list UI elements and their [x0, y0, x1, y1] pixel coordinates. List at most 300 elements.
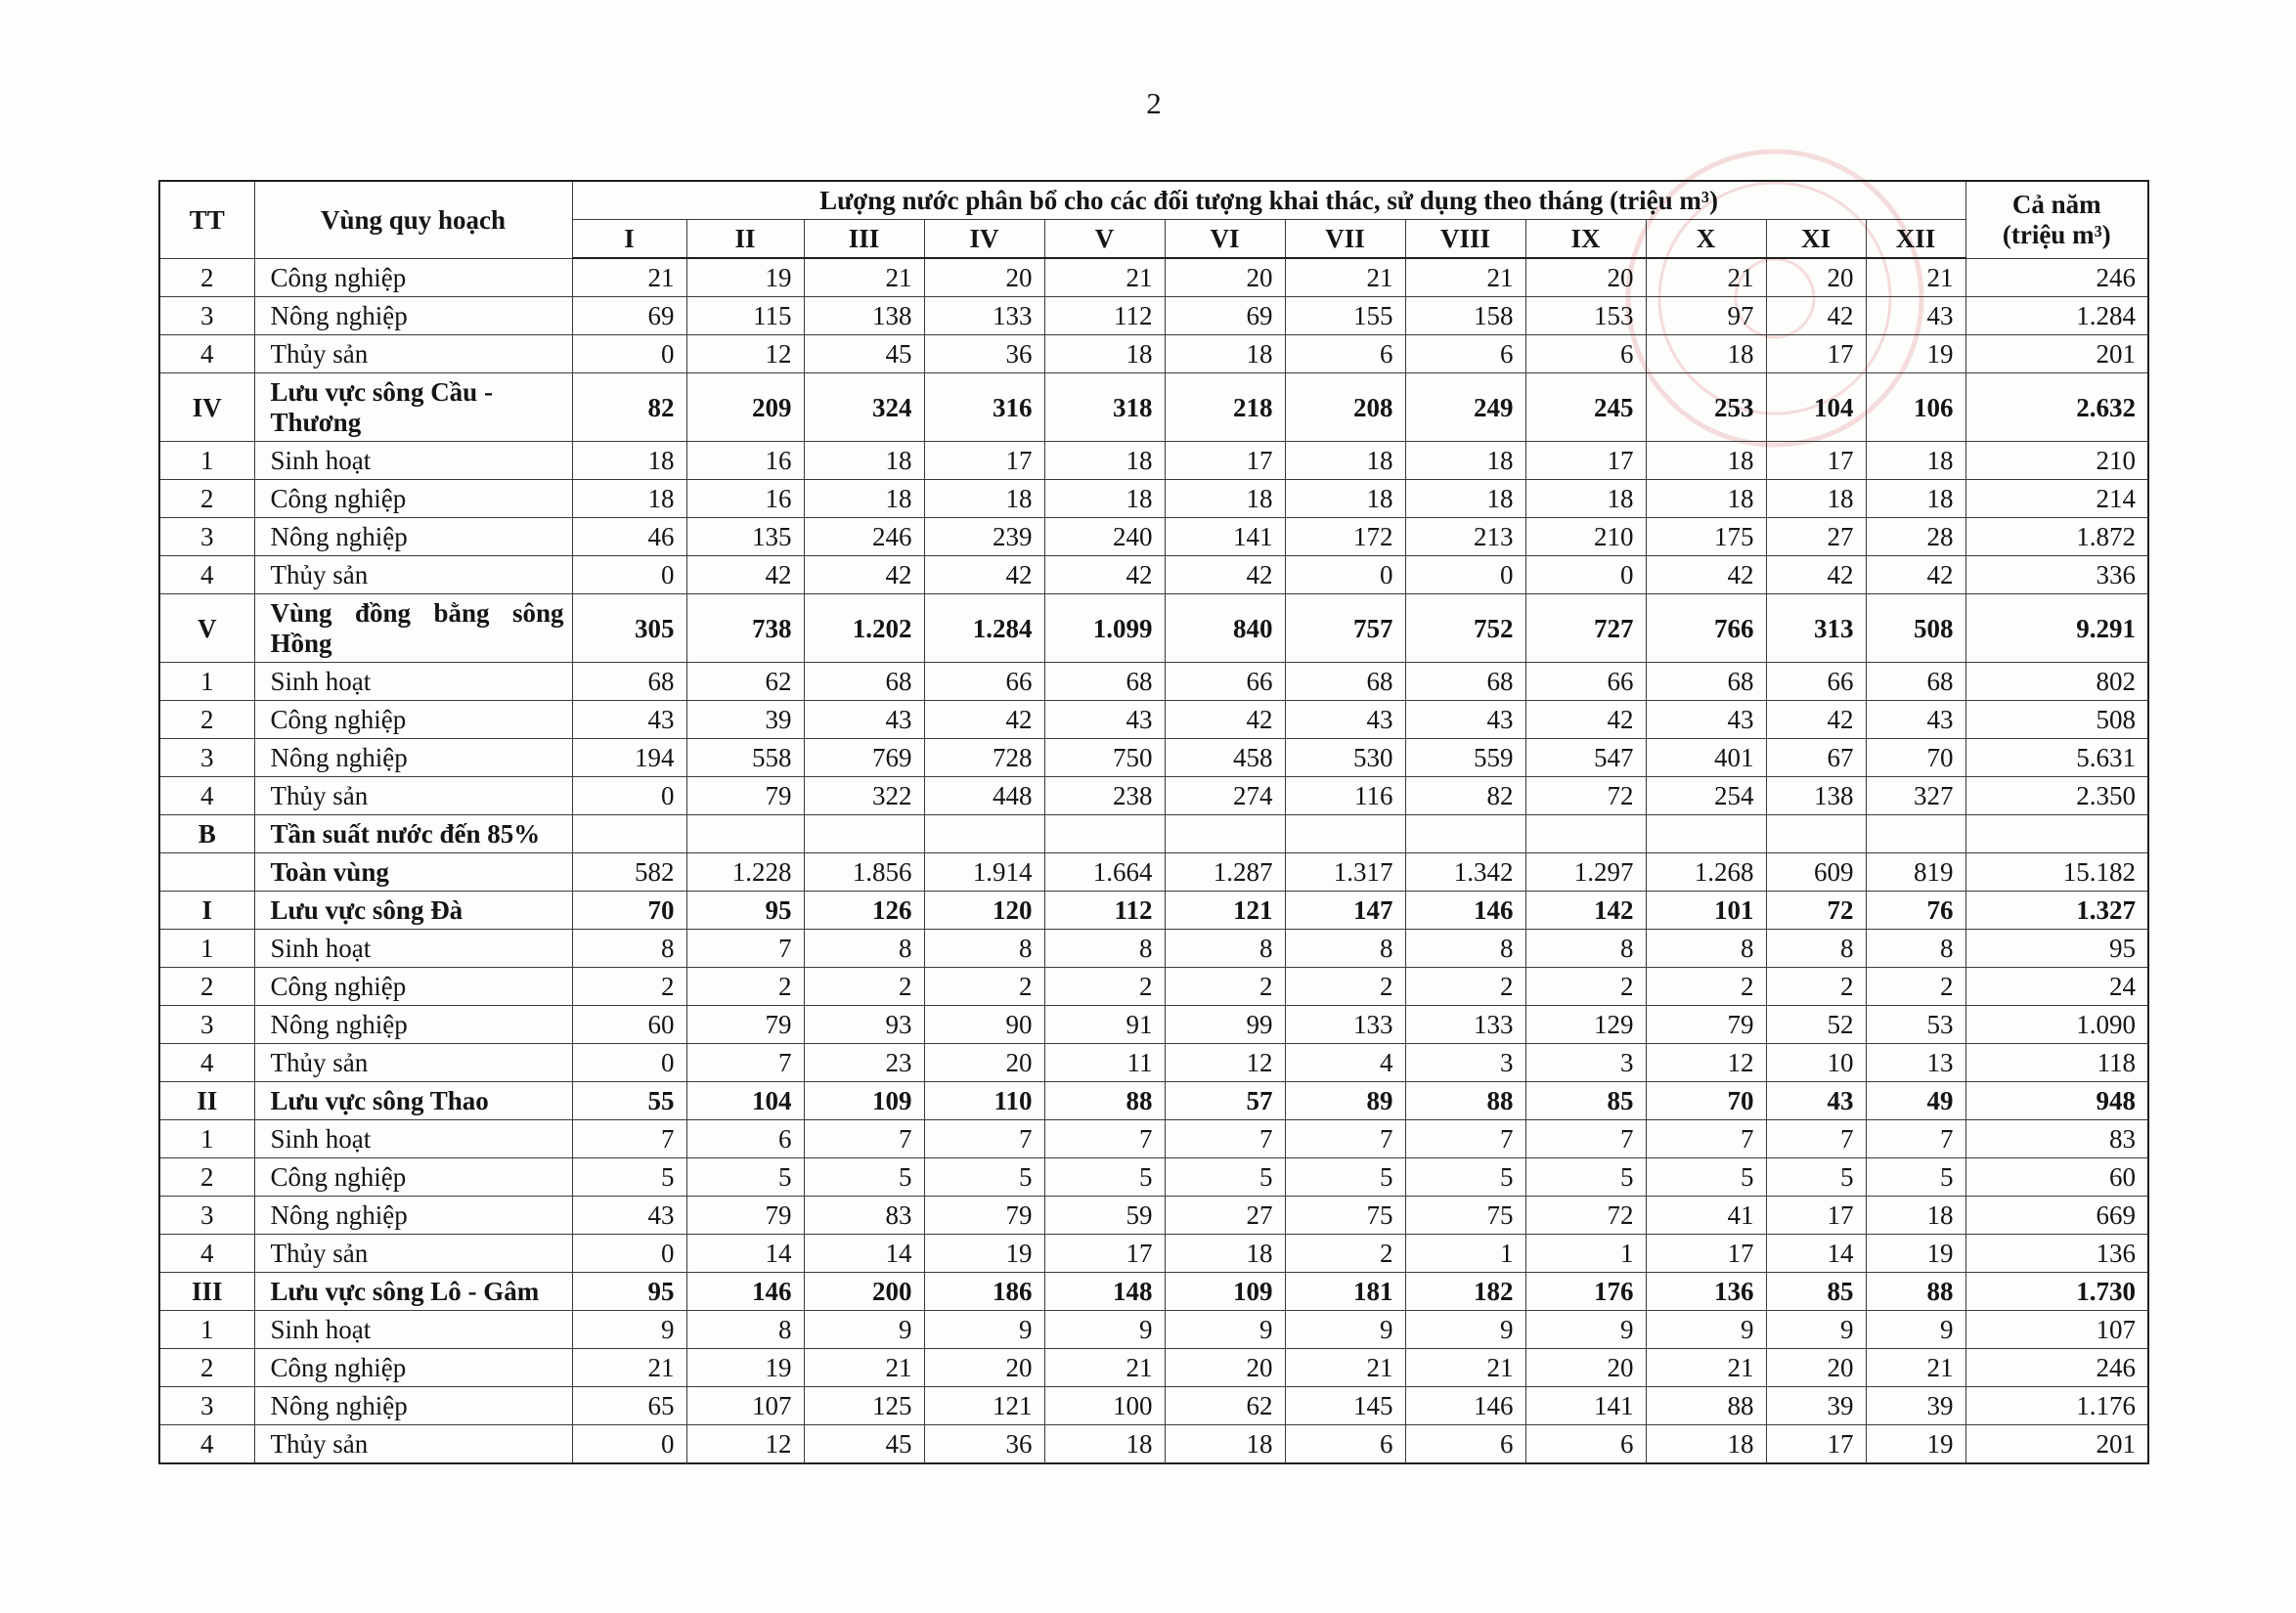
month-value-cell: 6 [1405, 1425, 1525, 1464]
month-value-cell: 6 [1405, 335, 1525, 373]
month-value-cell: 8 [1766, 930, 1866, 968]
month-value-cell: 18 [1165, 480, 1285, 518]
annual-header [1965, 181, 2148, 258]
table-row [159, 518, 2148, 556]
region-name-cell: Công nghiệp [254, 1349, 572, 1387]
month-value-cell: 68 [1866, 663, 1965, 701]
row-number-cell: 3 [159, 518, 254, 556]
month-value-cell: 27 [1165, 1197, 1285, 1235]
region-name-cell: Thủy sản [254, 1235, 572, 1273]
month-value-cell: 121 [924, 1387, 1044, 1425]
month-value-cell: 7 [1285, 1120, 1405, 1158]
month-value-cell: 238 [1044, 777, 1165, 815]
month-value-cell: 129 [1525, 1006, 1646, 1044]
month-value-cell: 141 [1525, 1387, 1646, 1425]
month-value-cell: 172 [1285, 518, 1405, 556]
row-number-cell: 3 [159, 1387, 254, 1425]
region-name-cell: Thủy sản [254, 1425, 572, 1464]
annual-total-cell: 60 [1965, 1158, 2148, 1197]
month-value-cell: 8 [1866, 930, 1965, 968]
month-value-cell: 318 [1044, 373, 1165, 442]
month-value-cell: 2 [1285, 968, 1405, 1006]
month-value-cell: 324 [804, 373, 924, 442]
month-value-cell: 401 [1646, 739, 1766, 777]
month-value-cell: 42 [1525, 701, 1646, 739]
month-value-cell: 18 [1766, 480, 1866, 518]
row-number-cell: 2 [159, 1349, 254, 1387]
annual-total-cell: 210 [1965, 442, 2148, 480]
month-value-cell: 9 [572, 1311, 686, 1349]
region-name-cell: Công nghiệp [254, 968, 572, 1006]
annual-total-cell: 1.176 [1965, 1387, 2148, 1425]
region-name-cell: Nông nghiệp [254, 739, 572, 777]
annual-total-cell: 214 [1965, 480, 2148, 518]
month-value-cell: 213 [1405, 518, 1525, 556]
month-value-cell: 6 [1525, 335, 1646, 373]
month-value-cell: 107 [686, 1387, 804, 1425]
row-number-cell: 4 [159, 1235, 254, 1273]
month-value-cell: 60 [572, 1006, 686, 1044]
month-value-cell: 239 [924, 518, 1044, 556]
month-value-cell: 85 [1525, 1082, 1646, 1120]
month-value-cell: 176 [1525, 1273, 1646, 1311]
tt-header: TT [159, 181, 254, 258]
month-value-cell: 8 [1165, 930, 1285, 968]
row-number-cell: II [159, 1082, 254, 1120]
month-value-cell: 186 [924, 1273, 1044, 1311]
annual-total-cell [1965, 815, 2148, 853]
table-row [159, 442, 2148, 480]
month-value-cell: 101 [1646, 892, 1766, 930]
month-value-cell: 53 [1866, 1006, 1965, 1044]
month-value-cell: 840 [1165, 594, 1285, 663]
month-value-cell: 79 [686, 1006, 804, 1044]
month-value-cell: 21 [1044, 1349, 1165, 1387]
month-value-cell: 6 [1285, 1425, 1405, 1464]
month-value-cell: 6 [686, 1120, 804, 1158]
month-value-cell: 138 [804, 297, 924, 335]
month-value-cell: 0 [572, 335, 686, 373]
table-row [159, 373, 2148, 442]
month-value-cell: 72 [1766, 892, 1866, 930]
region-name-cell: Lưu vực sông Cầu - Thương [254, 373, 572, 442]
month-value-cell: 20 [1525, 258, 1646, 297]
month-value-cell: 21 [1866, 1349, 1965, 1387]
month-value-cell: 7 [1044, 1120, 1165, 1158]
region-name-cell: Nông nghiệp [254, 297, 572, 335]
month-value-cell: 90 [924, 1006, 1044, 1044]
month-value-cell: 17 [924, 442, 1044, 480]
month-value-cell: 66 [1766, 663, 1866, 701]
month-value-cell [924, 815, 1044, 853]
month-value-cell: 6 [1525, 1425, 1646, 1464]
month-value-cell: 5 [1866, 1158, 1965, 1197]
table-row [159, 258, 2148, 297]
month-value-cell: 133 [1285, 1006, 1405, 1044]
table-row [159, 1311, 2148, 1349]
month-header: XII [1866, 220, 1965, 259]
month-value-cell: 18 [804, 442, 924, 480]
region-name-cell: Thủy sản [254, 777, 572, 815]
table-body [159, 258, 2148, 1463]
month-value-cell: 49 [1866, 1082, 1965, 1120]
month-header: VII [1285, 220, 1405, 259]
month-value-cell: 9 [1044, 1311, 1165, 1349]
month-value-cell: 141 [1165, 518, 1285, 556]
region-name-cell: Lưu vực sông Đà [254, 892, 572, 930]
month-value-cell: 70 [572, 892, 686, 930]
month-value-cell: 559 [1405, 739, 1525, 777]
month-value-cell: 1.284 [924, 594, 1044, 663]
month-value-cell: 7 [1646, 1120, 1766, 1158]
month-value-cell: 8 [1646, 930, 1766, 968]
month-value-cell: 2 [804, 968, 924, 1006]
month-value-cell: 136 [1646, 1273, 1766, 1311]
month-value-cell: 104 [686, 1082, 804, 1120]
month-value-cell: 508 [1866, 594, 1965, 663]
month-value-cell: 121 [1165, 892, 1285, 930]
annual-total-cell: 95 [1965, 930, 2148, 968]
month-value-cell: 2 [924, 968, 1044, 1006]
month-value-cell: 4 [1285, 1044, 1405, 1082]
month-value-cell: 18 [1165, 1425, 1285, 1464]
month-value-cell: 1.099 [1044, 594, 1165, 663]
table-row [159, 777, 2148, 815]
month-value-cell: 20 [1525, 1349, 1646, 1387]
month-value-cell: 609 [1766, 853, 1866, 892]
month-value-cell: 18 [1165, 335, 1285, 373]
month-value-cell: 210 [1525, 518, 1646, 556]
row-number-cell: 2 [159, 1158, 254, 1197]
month-value-cell: 7 [924, 1120, 1044, 1158]
region-name-cell: Nông nghiệp [254, 1197, 572, 1235]
row-number-cell: 4 [159, 1425, 254, 1464]
month-value-cell: 9 [1766, 1311, 1866, 1349]
month-value-cell: 5 [572, 1158, 686, 1197]
month-value-cell: 43 [1766, 1082, 1866, 1120]
table-row [159, 930, 2148, 968]
month-value-cell: 13 [1866, 1044, 1965, 1082]
month-value-cell: 126 [804, 892, 924, 930]
month-value-cell: 72 [1525, 1197, 1646, 1235]
month-value-cell: 18 [1285, 442, 1405, 480]
table-row [159, 1425, 2148, 1464]
month-value-cell: 52 [1766, 1006, 1866, 1044]
month-value-cell: 67 [1766, 739, 1866, 777]
month-value-cell: 146 [1405, 1387, 1525, 1425]
month-value-cell: 110 [924, 1082, 1044, 1120]
month-value-cell: 9 [1646, 1311, 1766, 1349]
month-value-cell [686, 815, 804, 853]
month-value-cell [1044, 815, 1165, 853]
month-value-cell: 2 [1525, 968, 1646, 1006]
month-value-cell: 42 [924, 701, 1044, 739]
month-value-cell: 55 [572, 1082, 686, 1120]
month-value-cell: 12 [1165, 1044, 1285, 1082]
month-value-cell [1525, 815, 1646, 853]
annual-total-cell: 136 [1965, 1235, 2148, 1273]
annual-total-cell: 1.730 [1965, 1273, 2148, 1311]
month-value-cell: 125 [804, 1387, 924, 1425]
month-value-cell: 42 [1766, 701, 1866, 739]
region-name-cell: Toàn vùng [254, 853, 572, 892]
month-value-cell: 218 [1165, 373, 1285, 442]
month-value-cell: 106 [1866, 373, 1965, 442]
month-value-cell: 70 [1646, 1082, 1766, 1120]
annual-total-cell: 201 [1965, 335, 2148, 373]
table-row [159, 701, 2148, 739]
month-value-cell: 819 [1866, 853, 1965, 892]
month-value-cell: 42 [1646, 556, 1766, 594]
region-name-cell: Sinh hoạt [254, 442, 572, 480]
month-value-cell: 21 [804, 258, 924, 297]
month-value-cell: 16 [686, 442, 804, 480]
month-value-cell: 5 [804, 1158, 924, 1197]
month-value-cell: 42 [1866, 556, 1965, 594]
month-value-cell: 153 [1525, 297, 1646, 335]
month-value-cell: 18 [1646, 1425, 1766, 1464]
region-name-cell: Nông nghiệp [254, 1006, 572, 1044]
annual-total-cell: 246 [1965, 258, 2148, 297]
month-value-cell: 7 [686, 1044, 804, 1082]
row-number-cell: 1 [159, 442, 254, 480]
month-value-cell: 76 [1866, 892, 1965, 930]
month-value-cell: 19 [686, 1349, 804, 1387]
month-value-cell: 18 [1646, 335, 1766, 373]
month-value-cell: 1.342 [1405, 853, 1525, 892]
month-value-cell: 27 [1766, 518, 1866, 556]
region-name-cell: Lưu vực sông Lô - Gâm [254, 1273, 572, 1311]
month-value-cell: 6 [1285, 335, 1405, 373]
month-value-cell [1285, 815, 1405, 853]
month-value-cell: 750 [1044, 739, 1165, 777]
month-value-cell: 66 [1165, 663, 1285, 701]
annual-total-cell: 5.631 [1965, 739, 2148, 777]
month-value-cell: 7 [1405, 1120, 1525, 1158]
month-value-cell: 757 [1285, 594, 1405, 663]
month-value-cell: 43 [1285, 701, 1405, 739]
region-name-cell: Công nghiệp [254, 1158, 572, 1197]
month-header: X [1646, 220, 1766, 259]
row-number-cell: 1 [159, 663, 254, 701]
month-value-cell: 85 [1766, 1273, 1866, 1311]
monthly-allocation-header: Lượng nước phân bổ cho các đối tượng khai thác, sử dụng theo tháng (triệu m³) [572, 181, 1965, 220]
table-row [159, 335, 2148, 373]
month-value-cell: 0 [1405, 556, 1525, 594]
month-value-cell: 42 [1044, 556, 1165, 594]
annual-total-cell: 2.350 [1965, 777, 2148, 815]
month-value-cell: 18 [1044, 442, 1165, 480]
month-value-cell: 1.664 [1044, 853, 1165, 892]
row-number-cell: I [159, 892, 254, 930]
month-value-cell: 20 [924, 1349, 1044, 1387]
table-row [159, 1349, 2148, 1387]
month-value-cell: 70 [1866, 739, 1965, 777]
month-value-cell: 1.856 [804, 853, 924, 892]
month-value-cell: 530 [1285, 739, 1405, 777]
month-value-cell: 36 [924, 1425, 1044, 1464]
month-value-cell: 7 [804, 1120, 924, 1158]
month-value-cell: 148 [1044, 1273, 1165, 1311]
row-number-cell: 2 [159, 968, 254, 1006]
month-value-cell: 200 [804, 1273, 924, 1311]
month-value-cell: 2 [1285, 1235, 1405, 1273]
month-value-cell: 21 [572, 258, 686, 297]
month-value-cell: 182 [1405, 1273, 1525, 1311]
month-value-cell: 17 [1766, 335, 1866, 373]
month-value-cell: 728 [924, 739, 1044, 777]
table-row [159, 1082, 2148, 1120]
region-name-cell: Sinh hoạt [254, 930, 572, 968]
month-value-cell: 18 [572, 480, 686, 518]
annual-total-cell: 1.327 [1965, 892, 2148, 930]
month-value-cell: 16 [686, 480, 804, 518]
month-value-cell: 68 [1646, 663, 1766, 701]
month-value-cell: 66 [924, 663, 1044, 701]
month-value-cell: 69 [572, 297, 686, 335]
month-value-cell: 5 [924, 1158, 1044, 1197]
month-value-cell: 72 [1525, 777, 1646, 815]
annual-total-cell: 118 [1965, 1044, 2148, 1082]
month-value-cell: 42 [1766, 297, 1866, 335]
month-value-cell: 448 [924, 777, 1044, 815]
region-name-cell: Công nghiệp [254, 480, 572, 518]
row-number-cell: 4 [159, 777, 254, 815]
table-row [159, 1273, 2148, 1311]
month-value-cell: 0 [572, 556, 686, 594]
month-value-cell: 18 [1044, 480, 1165, 518]
row-number-cell [159, 853, 254, 892]
row-number-cell: 4 [159, 556, 254, 594]
row-number-cell: 1 [159, 1120, 254, 1158]
month-value-cell: 95 [572, 1273, 686, 1311]
month-header: XI [1766, 220, 1866, 259]
annual-total-cell: 24 [1965, 968, 2148, 1006]
row-number-cell: 2 [159, 480, 254, 518]
month-value-cell: 8 [1285, 930, 1405, 968]
month-header: VIII [1405, 220, 1525, 259]
annual-total-cell: 2.632 [1965, 373, 2148, 442]
month-value-cell: 2 [1044, 968, 1165, 1006]
month-value-cell: 146 [1405, 892, 1525, 930]
table-row [159, 815, 2148, 853]
row-number-cell: 3 [159, 1006, 254, 1044]
table-row [159, 1006, 2148, 1044]
month-value-cell: 45 [804, 1425, 924, 1464]
month-value-cell: 1.297 [1525, 853, 1646, 892]
month-value-cell: 14 [804, 1235, 924, 1273]
month-header: IV [924, 220, 1044, 259]
month-header: IX [1525, 220, 1646, 259]
region-name-cell: Sinh hoạt [254, 663, 572, 701]
month-value-cell: 19 [924, 1235, 1044, 1273]
month-value-cell: 42 [1165, 701, 1285, 739]
annual-total-cell: 201 [1965, 1425, 2148, 1464]
annual-total-cell: 1.090 [1965, 1006, 2148, 1044]
row-number-cell: 3 [159, 1197, 254, 1235]
row-number-cell: 1 [159, 1311, 254, 1349]
month-value-cell: 1.317 [1285, 853, 1405, 892]
month-value-cell: 18 [1866, 442, 1965, 480]
table-row [159, 739, 2148, 777]
month-value-cell: 0 [1525, 556, 1646, 594]
region-name-cell: Nông nghiệp [254, 518, 572, 556]
month-value-cell: 145 [1285, 1387, 1405, 1425]
month-value-cell: 42 [924, 556, 1044, 594]
month-value-cell: 769 [804, 739, 924, 777]
month-value-cell: 17 [1766, 1425, 1866, 1464]
region-name-cell: Vùng đồng bằng sông Hồng [254, 594, 572, 663]
annual-total-cell: 508 [1965, 701, 2148, 739]
month-value-cell: 19 [686, 258, 804, 297]
month-value-cell [804, 815, 924, 853]
month-value-cell: 43 [572, 701, 686, 739]
month-value-cell: 752 [1405, 594, 1525, 663]
month-value-cell: 23 [804, 1044, 924, 1082]
month-value-cell: 9 [1525, 1311, 1646, 1349]
month-value-cell: 39 [1766, 1387, 1866, 1425]
month-value-cell: 0 [572, 1235, 686, 1273]
month-value-cell: 1 [1405, 1235, 1525, 1273]
month-value-cell: 738 [686, 594, 804, 663]
month-value-cell: 313 [1766, 594, 1866, 663]
month-value-cell: 12 [1646, 1044, 1766, 1082]
month-value-cell: 89 [1285, 1082, 1405, 1120]
month-value-cell: 68 [1405, 663, 1525, 701]
month-value-cell: 316 [924, 373, 1044, 442]
month-value-cell: 109 [1165, 1273, 1285, 1311]
month-value-cell: 17 [1646, 1235, 1766, 1273]
month-value-cell: 43 [804, 701, 924, 739]
month-value-cell: 82 [1405, 777, 1525, 815]
month-value-cell: 99 [1165, 1006, 1285, 1044]
annual-total-cell: 107 [1965, 1311, 2148, 1349]
month-value-cell: 20 [1165, 258, 1285, 297]
table-row [159, 1235, 2148, 1273]
month-value-cell: 79 [924, 1197, 1044, 1235]
table-row [159, 1120, 2148, 1158]
table-row [159, 297, 2148, 335]
month-value-cell: 115 [686, 297, 804, 335]
table-row [159, 480, 2148, 518]
month-value-cell: 43 [1866, 297, 1965, 335]
month-value-cell: 5 [1525, 1158, 1646, 1197]
row-number-cell: III [159, 1273, 254, 1311]
month-value-cell: 18 [1646, 442, 1766, 480]
month-value-cell: 18 [1866, 1197, 1965, 1235]
month-value-cell: 135 [686, 518, 804, 556]
month-value-cell: 2 [1165, 968, 1285, 1006]
table-row [159, 594, 2148, 663]
month-value-cell: 3 [1405, 1044, 1525, 1082]
month-header: III [804, 220, 924, 259]
month-value-cell: 21 [572, 1349, 686, 1387]
month-value-cell: 9 [804, 1311, 924, 1349]
month-value-cell [1766, 815, 1866, 853]
month-value-cell: 18 [804, 480, 924, 518]
month-value-cell: 14 [1766, 1235, 1866, 1273]
month-value-cell: 5 [1165, 1158, 1285, 1197]
month-header: V [1044, 220, 1165, 259]
month-value-cell: 18 [924, 480, 1044, 518]
month-value-cell: 133 [924, 297, 1044, 335]
month-value-cell: 240 [1044, 518, 1165, 556]
month-value-cell: 59 [1044, 1197, 1165, 1235]
water-allocation-table [158, 180, 2149, 1464]
region-name-cell: Lưu vực sông Thao [254, 1082, 572, 1120]
month-value-cell: 43 [1866, 701, 1965, 739]
table-header [159, 181, 2148, 258]
